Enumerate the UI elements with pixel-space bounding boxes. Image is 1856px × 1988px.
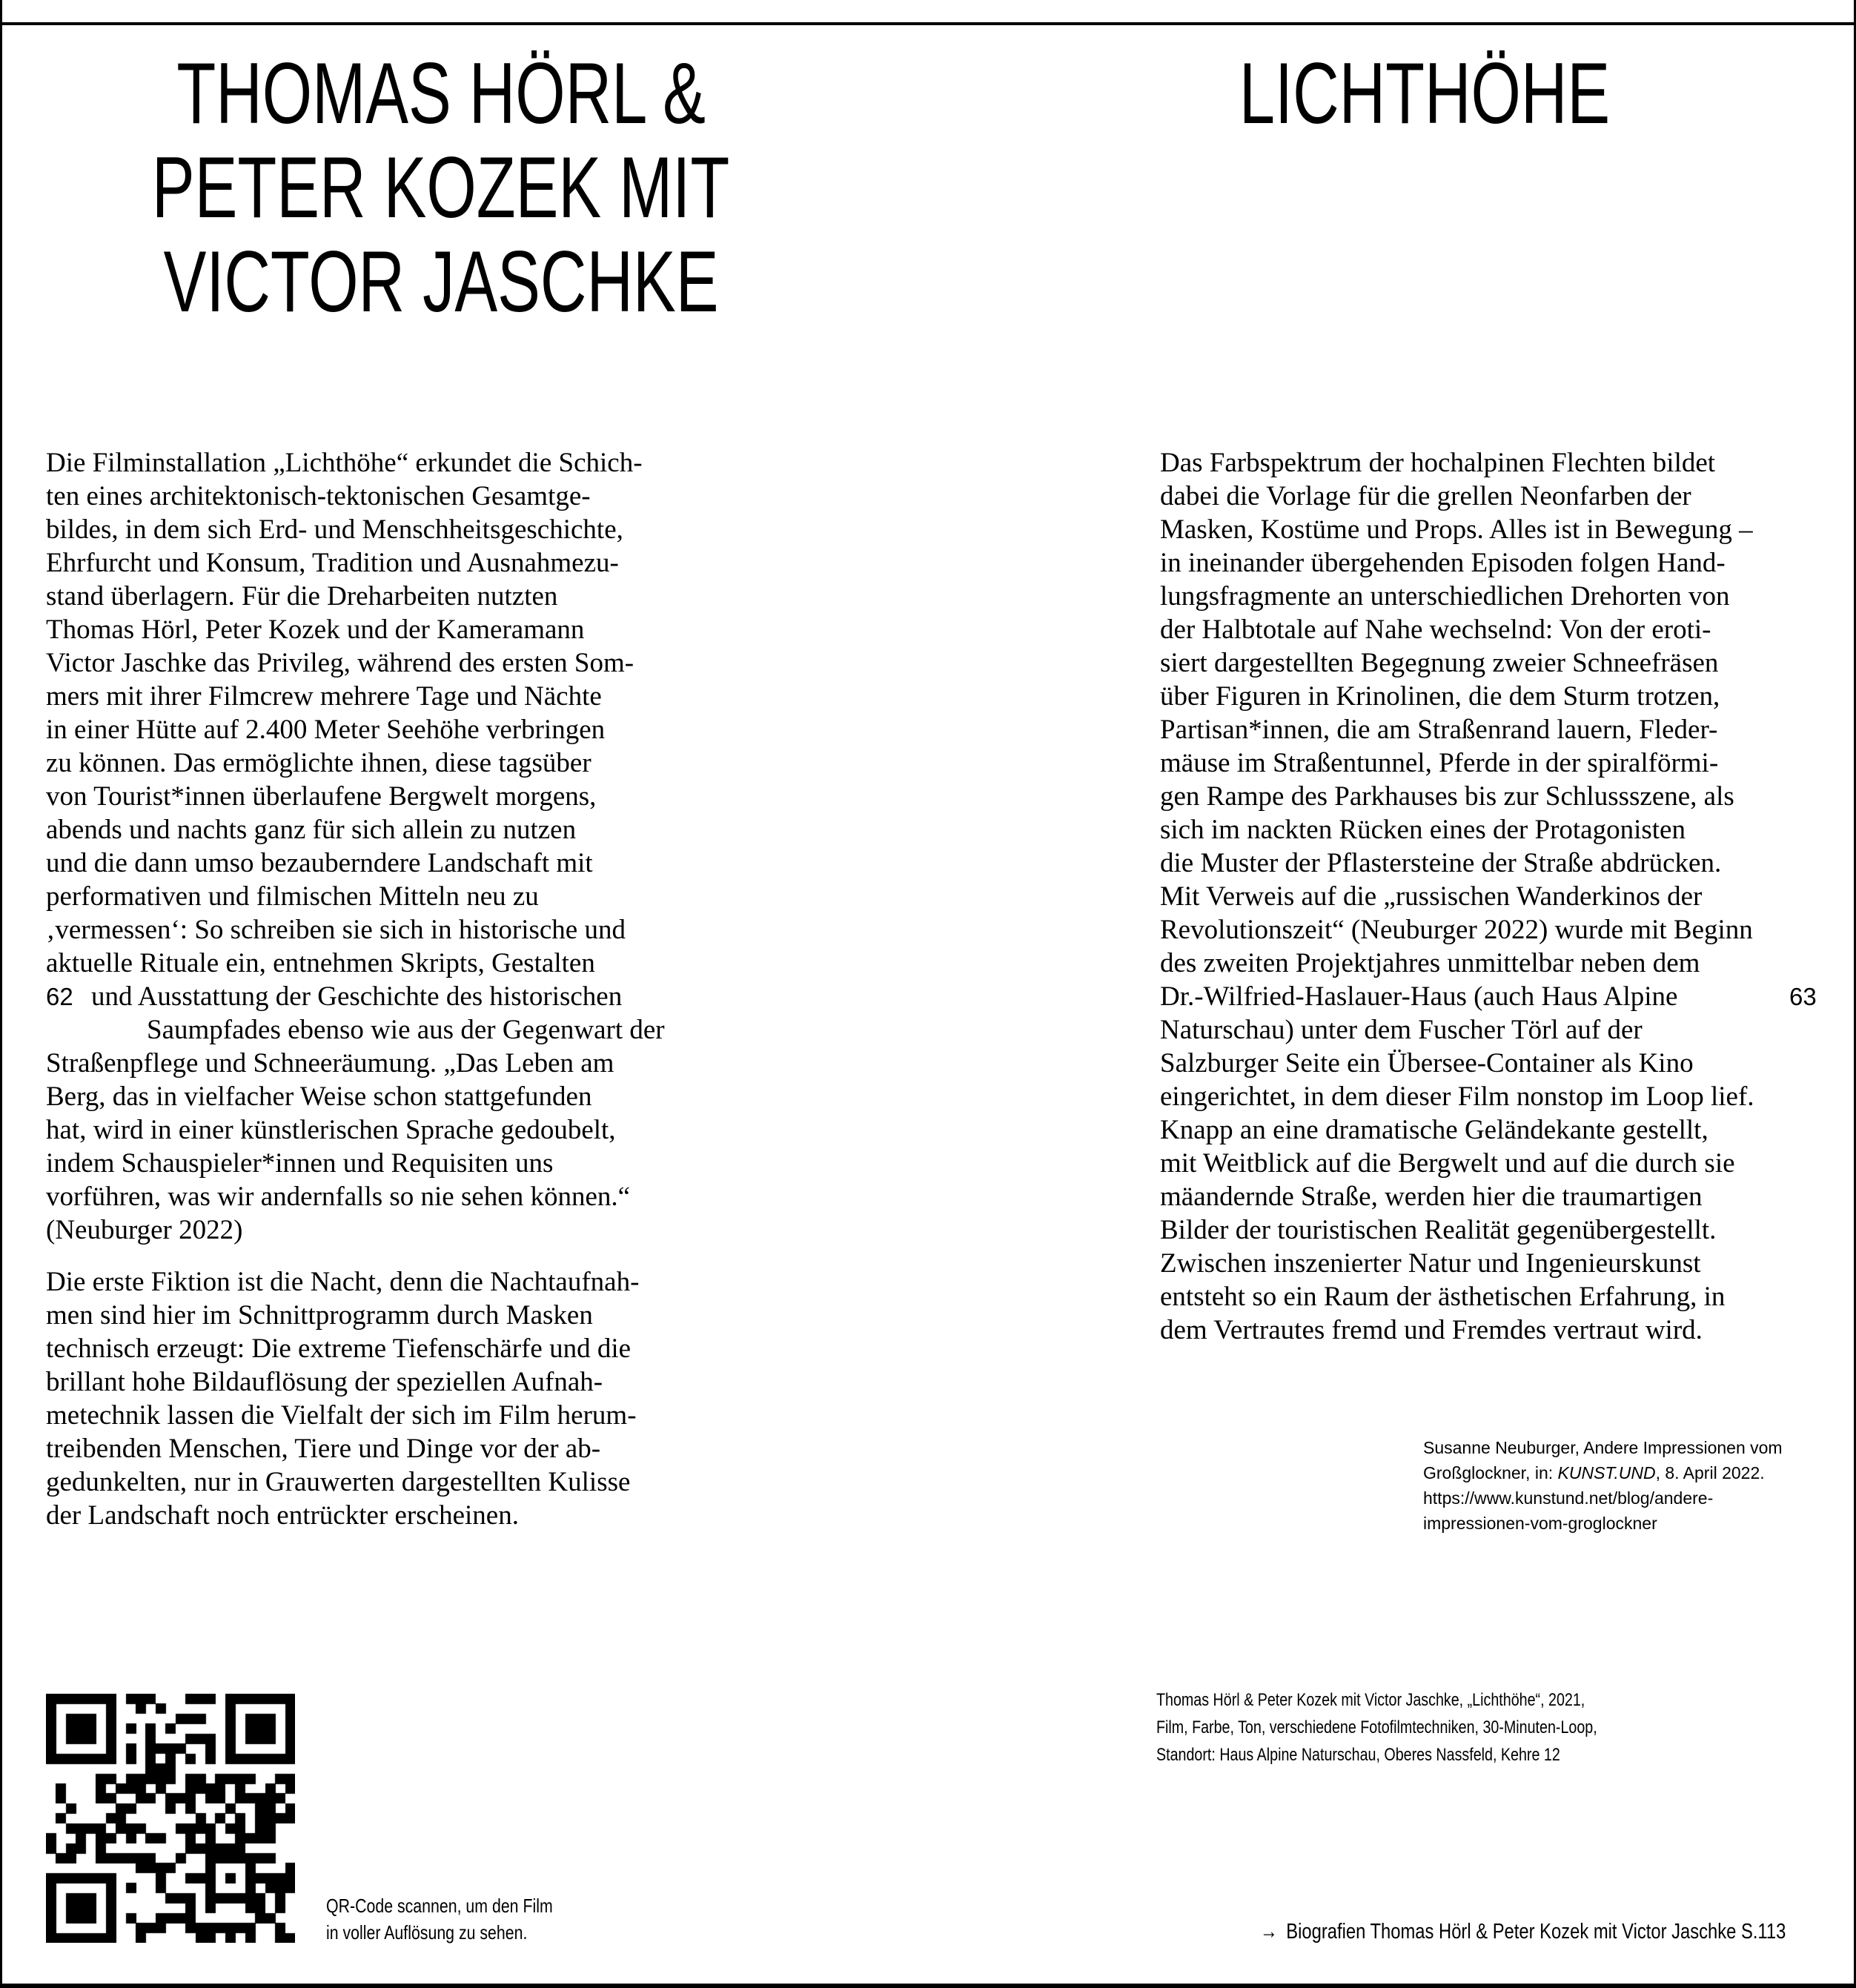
bottom-rule bbox=[0, 1984, 1856, 1988]
text-line: Zwischen inszenierter Natur und Ingenieurskunst bbox=[1160, 1248, 1701, 1279]
text-line: dem Vertrautes fremd und Fremdes vertraut wird. bbox=[1160, 1315, 1703, 1345]
text-line: Salzburger Seite ein Übersee-Container als Kino bbox=[1160, 1048, 1694, 1079]
caption-text: Thomas Hörl & Peter Kozek mit Victor Jaschke, „Lichthöhe“, 2021, bbox=[1156, 1690, 1585, 1710]
body-column-left bbox=[46, 446, 713, 1532]
text-line: und die dann umso bezauberndere Landschaft mit bbox=[46, 848, 593, 878]
text-line: entsteht so ein Raum der ästhetischen Erfahrung, in bbox=[1160, 1282, 1726, 1312]
heading-text: PETER KOZEK MIT bbox=[152, 139, 730, 236]
heading-line bbox=[44, 234, 838, 328]
caption-line bbox=[1156, 1686, 1694, 1714]
caption-text: Standort: Haus Alpine Naturschau, Oberes Nassfeld, Kehre 12 bbox=[1156, 1745, 1560, 1765]
text-line: Saumpfades ebenso wie aus der Gegenwart der bbox=[147, 1015, 665, 1045]
body-column-right bbox=[1160, 446, 1827, 1347]
paragraph bbox=[1160, 446, 1827, 1347]
text-line: in einer Hütte auf 2.400 Meter Seehöhe verbringen bbox=[46, 715, 606, 745]
text-line: gen Rampe des Parkhauses bis zur Schlussszene, als bbox=[1160, 781, 1734, 812]
text-line: Straßenpflege und Schneeräumung. „Das Leben am bbox=[46, 1048, 614, 1079]
left-rule bbox=[0, 0, 2, 1988]
work-title-heading bbox=[1075, 46, 1775, 140]
text-line: Partisan*innen, die am Straßenrand lauern, Fleder- bbox=[1160, 715, 1718, 745]
text-line: Mit Verweis auf die „russischen Wanderkinos der bbox=[1160, 881, 1703, 912]
source-citation bbox=[1423, 1435, 1783, 1536]
text-line: aktuelle Rituale ein, entnehmen Skripts, Gestalten bbox=[46, 948, 595, 978]
heading-line bbox=[44, 140, 838, 234]
text-line: lungsfragmente an unterschiedlichen Drehorten von bbox=[1160, 581, 1730, 612]
text-line: über Figuren in Krinolinen, die dem Sturm trotzen, bbox=[1160, 681, 1720, 712]
text-line: Dr.-Wilfried-Haslauer-Haus (auch Haus Alpine 63 bbox=[1160, 981, 1817, 1012]
text-line: Masken, Kostüme und Props. Alles ist in Bewegung – bbox=[1160, 514, 1753, 545]
citation-text: https://www.kunstund.net/blog/andere- bbox=[1423, 1488, 1714, 1508]
artwork-caption bbox=[1156, 1686, 1694, 1769]
citation-line bbox=[1423, 1435, 1783, 1460]
heading-line bbox=[44, 46, 838, 140]
text-line: Knapp an eine dramatische Geländekante gestellt, bbox=[1160, 1115, 1708, 1145]
text-line: sich im nackten Rücken eines der Protagonisten bbox=[1160, 815, 1686, 845]
citation-line bbox=[1423, 1511, 1783, 1536]
text-line: hat, wird in einer künstlerischen Sprache gedoubelt, bbox=[46, 1115, 616, 1145]
text-line: vorführen, was wir andernfalls so nie sehen können.“ bbox=[46, 1182, 631, 1212]
text-line: (Neuburger 2022) bbox=[46, 1215, 243, 1245]
caption-text: Film, Farbe, Ton, verschiedene Fotofilmtechniken, 30-Minuten-Loop, bbox=[1156, 1717, 1597, 1737]
text-line: Die Filminstallation „Lichthöhe“ erkundet die Schich- bbox=[46, 448, 643, 478]
citation-journal-title: KUNST.UND bbox=[1557, 1463, 1656, 1482]
heading-text: LICHTHÖHE bbox=[1239, 44, 1611, 142]
text-line: brillant hohe Bildauflösung der speziellen Aufnah- bbox=[46, 1367, 603, 1397]
text-line: ‚vermessen‘: So schreiben sie sich in historische und bbox=[46, 915, 626, 945]
text-line: indem Schauspieler*innen und Requisiten uns bbox=[46, 1148, 554, 1179]
text-line: Die erste Fiktion ist die Nacht, denn die Nachtaufnah- bbox=[46, 1267, 640, 1297]
reference-text bbox=[1260, 1918, 1786, 1945]
text-line: des zweiten Projektjahres unmittelbar neben dem bbox=[1160, 948, 1700, 978]
text-line: technisch erzeugt: Die extreme Tiefenschärfe und die bbox=[46, 1333, 632, 1364]
caption-line bbox=[326, 1892, 603, 1919]
caption-line bbox=[1156, 1714, 1694, 1741]
text-line: Bilder der touristischen Realität gegenübergestellt. bbox=[1160, 1215, 1717, 1245]
citation-text: impressionen-vom-groglockner bbox=[1423, 1514, 1657, 1533]
text-line: 62 und Ausstattung der Geschichte des historischen bbox=[46, 981, 623, 1012]
text-line: zu können. Das ermöglichte ihnen, diese tagsüber bbox=[46, 748, 591, 778]
text-line: Das Farbspektrum der hochalpinen Flechten bildet bbox=[1160, 448, 1716, 478]
paragraph bbox=[46, 1265, 713, 1532]
text-line: bildes, in dem sich Erd- und Menschheitsgeschichte, bbox=[46, 514, 623, 545]
text-line: stand überlagern. Für die Dreharbeiten nutzten bbox=[46, 581, 558, 612]
text-line: ten eines architektonisch-tektonischen Gesamtge- bbox=[46, 481, 591, 511]
text-line: Victor Jaschke das Privileg, während des ersten Som- bbox=[46, 648, 634, 678]
text-line: mäuse im Straßentunnel, Pferde in der spiralförmi- bbox=[1160, 748, 1719, 778]
reference-label: Biografien Thomas Hörl & Peter Kozek mit Victor Jaschke S.113 bbox=[1286, 1920, 1786, 1944]
caption-text: in voller Auflösung zu sehen. bbox=[326, 1921, 528, 1944]
citation-line bbox=[1423, 1460, 1783, 1485]
text-line: die Muster der Pflastersteine der Straße abdrücken. bbox=[1160, 848, 1722, 878]
caption-text: QR-Code scannen, um den Film bbox=[326, 1895, 553, 1917]
text-line: performativen und filmischen Mitteln neu zu bbox=[46, 881, 539, 912]
biography-reference bbox=[1260, 1918, 1856, 1945]
text-line: treibenden Menschen, Tiere und Dinge vor der ab- bbox=[46, 1434, 601, 1464]
text-line: mäandernde Straße, werden hier die traumartigen bbox=[1160, 1182, 1703, 1212]
heading-line bbox=[1075, 46, 1775, 140]
artist-title-heading bbox=[44, 46, 838, 328]
citation-text: Susanne Neuburger, Andere Impressionen vom bbox=[1423, 1438, 1783, 1457]
page-number: 62 bbox=[46, 983, 73, 1010]
text-line: Thomas Hörl, Peter Kozek und der Kameramann bbox=[46, 614, 585, 645]
text-line: eingerichtet, in dem dieser Film nonstop im Loop lief. bbox=[1160, 1081, 1754, 1112]
text-line: abends und nachts ganz für sich allein zu nutzen bbox=[46, 815, 577, 845]
qr-code bbox=[46, 1694, 295, 1943]
text-line: metechnik lassen die Vielfalt der sich im Film herum- bbox=[46, 1400, 637, 1431]
paragraph bbox=[46, 446, 713, 1247]
heading-text: VICTOR JASCHKE bbox=[163, 233, 719, 330]
caption-line bbox=[1156, 1741, 1694, 1769]
text-line: mit Weitblick auf die Bergwelt und auf die durch sie bbox=[1160, 1148, 1735, 1179]
right-arrow-icon: → bbox=[1260, 1920, 1278, 1944]
caption-line bbox=[326, 1919, 603, 1946]
text-line: gedunkelten, nur in Grauwerten dargestellten Kulisse bbox=[46, 1467, 631, 1497]
qr-caption bbox=[326, 1892, 603, 1946]
text-line: Berg, das in vielfacher Weise schon stattgefunden bbox=[46, 1081, 592, 1112]
text-line: dabei die Vorlage für die grellen Neonfarben der bbox=[1160, 481, 1691, 511]
top-rule bbox=[0, 22, 1856, 25]
citation-text: , 8. April 2022. bbox=[1655, 1463, 1765, 1482]
text-line: der Halbtotale auf Nahe wechselnd: Von der eroti- bbox=[1160, 614, 1711, 645]
heading-text: THOMAS HÖRL & bbox=[176, 44, 706, 142]
text-line: Revolutionszeit“ (Neuburger 2022) wurde mit Beginn bbox=[1160, 915, 1753, 945]
text-line: in ineinander übergehenden Episoden folgen Hand- bbox=[1160, 548, 1726, 578]
citation-text: Großglockner, in: bbox=[1423, 1463, 1558, 1482]
text-line: men sind hier im Schnittprogramm durch Masken bbox=[46, 1300, 593, 1331]
text-line: der Landschaft noch entrückter erscheinen. bbox=[46, 1500, 519, 1531]
text-line: von Tourist*innen überlaufene Bergwelt morgens, bbox=[46, 781, 597, 812]
text-line: mers mit ihrer Filmcrew mehrere Tage und Nächte bbox=[46, 681, 602, 712]
citation-line bbox=[1423, 1485, 1783, 1511]
text-line: Ehrfurcht und Konsum, Tradition und Ausnahmezu- bbox=[46, 548, 619, 578]
page-number: 63 bbox=[1789, 983, 1817, 1010]
text-line: siert dargestellten Begegnung zweier Schneefräsen bbox=[1160, 648, 1719, 678]
text-line: Naturschau) unter dem Fuscher Törl auf der bbox=[1160, 1015, 1643, 1045]
